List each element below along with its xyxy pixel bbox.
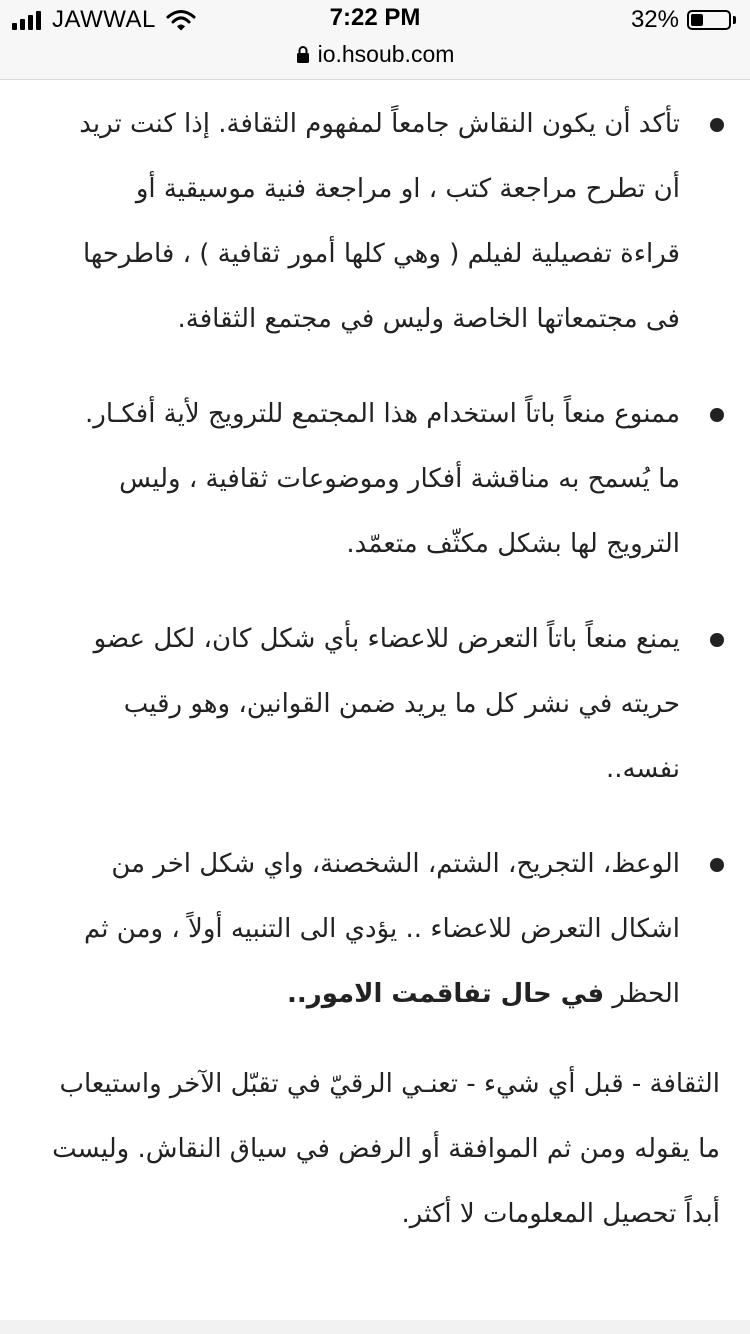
bullet-icon [710,858,724,872]
url-bar[interactable] [0,40,750,80]
battery-cap [733,16,736,24]
status-bar [0,0,750,40]
url-text: io.hsoub.com [317,40,455,67]
bullet-icon [710,118,724,132]
footer-band [0,1320,750,1334]
rule-text: يمنع منعاً باتاً التعرض للاعضاء بأي شكل كان، لكل عضو حريته في نشر كل ما يريد ضمن القوانين، وهو رقيب نفسه.. [93,624,680,784]
rule-text-bold: في حال تفاقمت الامور.. [286,979,605,1009]
bullet-icon [710,633,724,647]
battery-icon [687,10,731,30]
rule-text: الوعظ، التجريح، الشتم، الشخصنة، واي شكل اخر من اشكال التعرض للاعضاء .. يؤدي الى التنبيه أولاً ، ومن ثم الحظر [83,849,680,1009]
post-content [0,80,750,1320]
battery-percent: 32% [630,6,679,33]
url-display[interactable] [296,40,455,68]
rule-text: تأكد أن يكون النقاش جامعاً لمفهوم الثقافة. إذا كنت تريد أن تطرح مراجعة كتب ، او مراجعة فنية موسيقية أو قراءة تفصيلية لفيلم ( وهي كلها أمور ثقافية ) ، فاطرحها فى مجتمعاتها الخاصة وليس في مجتمع الثقافة. [79,109,680,334]
battery-level-fill [691,14,703,26]
closing-paragraph: الثقافة - قبل أي شيء - تعنـي الرقيّ في تقبّل الآخر واستيعاب ما يقوله ومن ثم الموافقة أو الرفض في سياق النقاش. وليست أبداً تحصيل المعلومات لا أكثر. [52,1069,720,1229]
status-right [631,6,736,34]
lock-icon [296,45,310,63]
list-item [70,607,680,802]
carrier-name: JAWWAL [52,6,156,33]
list-item [70,92,680,352]
rules-list [0,92,750,1027]
status-time: 7:22 PM [329,4,421,31]
rule-text: ممنوع منعاً باتاً استخدام هذا المجتمع للترويج لأية أفكـار. ما يُسمح به مناقشة أفكار وموضوعات ثقافية ، وليس الترويج لها بشكل مكثّف متعمّد. [85,399,680,559]
list-item [70,832,680,1027]
list-item [70,382,680,577]
bullet-icon [710,408,724,422]
